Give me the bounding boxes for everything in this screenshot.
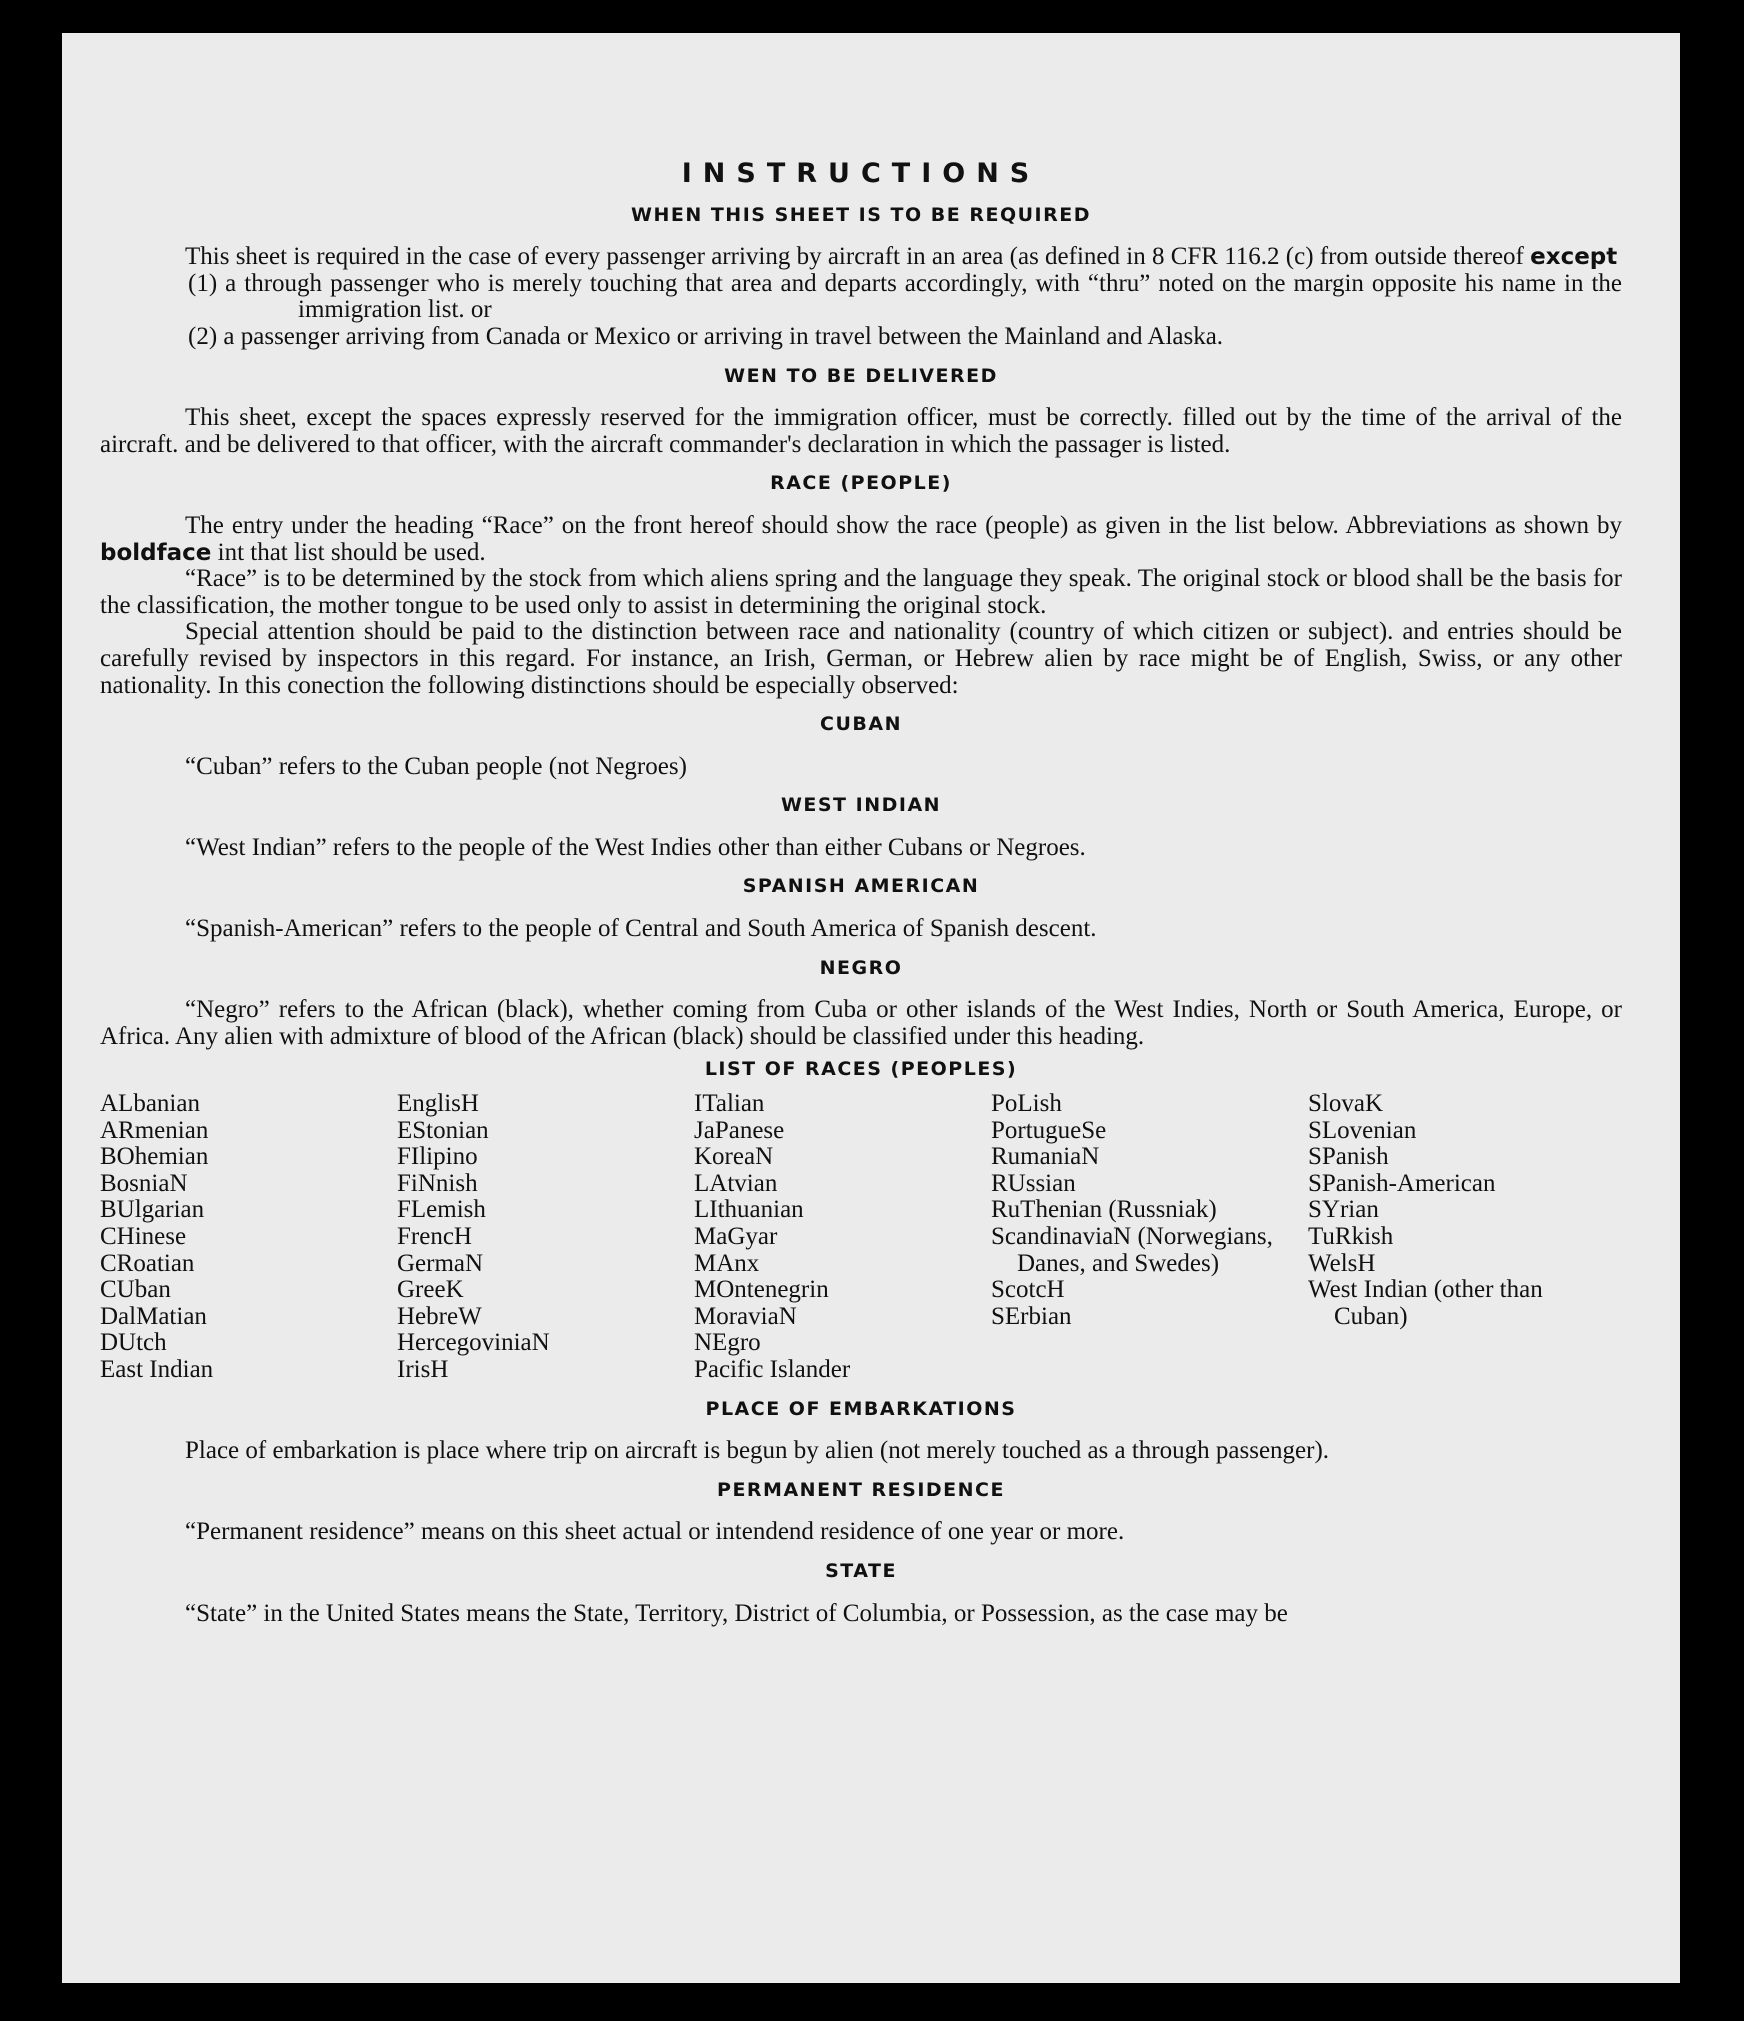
heading-race: RACE (PEOPLE) [770, 472, 952, 495]
paragraph-cuban: “Cuban” refers to the Cuban people (not Negroes) [185, 752, 687, 780]
list-item: RUssian [991, 1169, 1076, 1197]
list-item: Pacific Islander [694, 1355, 851, 1383]
heading-when-delivered: WEN TO BE DELIVERED [724, 364, 998, 387]
list-item: TuRkish [1308, 1223, 1394, 1250]
list-item: MOntenegrin [694, 1276, 829, 1304]
list-item: LIthuanian [694, 1196, 804, 1224]
heading-embarkation: PLACE OF EMBARKATIONS [705, 1397, 1017, 1420]
races-column-1 [100, 1091, 397, 1384]
list-item: RuThenian (Russniak) [991, 1196, 1217, 1224]
list-item: RumaniaN [991, 1143, 1100, 1171]
paragraph-when-delivered: This sheet, except the spaces expressly reserved for the immigration officer, must be correctly. filled out by the time of the arrival of the aircraft. and be delivered to that officer, with the aircraft commander's declaration in which the passager is listed. [100, 404, 1622, 458]
list-item: BUlgarian [100, 1196, 205, 1224]
instructions-content [100, 158, 1622, 1627]
list-item: FIlipino [397, 1143, 478, 1171]
list-item: ARmenian [100, 1116, 209, 1144]
list-item: ITalian [694, 1090, 765, 1118]
list-item: MoraviaN [694, 1302, 797, 1330]
list-item: GermaN [397, 1249, 484, 1277]
list-item-exception-1: (1) a through passenger who is merely touching that area and departs accordingly, with “thru” noted on the margin opposite his name in the immigration list. or [188, 269, 1622, 324]
list-item: MAnx [694, 1249, 760, 1277]
list-item: West Indian (other than Cuban) [1308, 1276, 1543, 1330]
document-sheet [62, 33, 1680, 1983]
list-item: HercegoviniaN [397, 1329, 550, 1357]
list-item: DUtch [100, 1329, 167, 1357]
list-item: CUban [100, 1276, 171, 1304]
except-bold: except [1530, 244, 1618, 271]
list-item: SLovenian [1308, 1116, 1417, 1144]
races-column-4 [991, 1091, 1308, 1384]
races-list [100, 1091, 1622, 1384]
list-item: East Indian [100, 1355, 214, 1383]
paragraph-race-1 [100, 513, 1622, 566]
list-item: EnglisH [397, 1090, 479, 1118]
paragraph-state: “State” in the United States means the State, Territory, District of Columbia, or Possession, as the case may be [185, 1599, 1288, 1627]
list-item: LAtvian [694, 1169, 778, 1197]
list-item: SYrian [1308, 1196, 1379, 1224]
list-item: PortugueSe [991, 1116, 1107, 1144]
list-item: FiNnish [397, 1169, 478, 1197]
page-title: INSTRUCTIONS [681, 158, 1041, 189]
races-column-3 [694, 1091, 991, 1384]
list-item: IrisH [397, 1355, 449, 1383]
paragraph-permanent-residence: “Permanent residence” means on this sheet actual or intendend residence of one year or more. [185, 1518, 1125, 1546]
when-required-intro: This sheet is required in the case of every passenger arriving by aircraft in an area (as defined in 8 CFR 116.2 (c) from outside thereof [185, 243, 1524, 271]
list-item: GreeK [397, 1276, 464, 1304]
list-item: MaGyar [694, 1223, 778, 1250]
heading-spanish-american: SPANISH AMERICAN [742, 875, 980, 898]
heading-when-required: WHEN THIS SHEET IS TO BE REQUIRED [630, 203, 1091, 226]
races-column-5 [1308, 1091, 1568, 1384]
list-item: CRoatian [100, 1249, 195, 1277]
paragraph-embarkation: Place of embarkation is place where trip on aircraft is begun by alien (not merely touched as a through passenger). [185, 1437, 1330, 1465]
list-item: FrencH [397, 1223, 472, 1250]
paragraph-west-indian: “West Indian” refers to the people of the West Indies other than either Cubans or Negroes. [185, 833, 1086, 861]
list-item: PoLish [991, 1090, 1062, 1118]
heading-west-indian: WEST INDIAN [780, 794, 942, 817]
heading-cuban: CUBAN [820, 713, 902, 736]
paragraph-spanish-american: “Spanish-American” refers to the people of Central and South America of Spanish descent. [185, 915, 1097, 943]
heading-negro: NEGRO [819, 956, 903, 979]
heading-state: STATE [825, 1559, 897, 1582]
list-item: KoreaN [694, 1143, 774, 1171]
list-item: FLemish [397, 1196, 486, 1224]
list-item: BOhemian [100, 1143, 209, 1171]
list-item: SPanish-American [1308, 1169, 1496, 1197]
race-p1-a: The entry under the heading “Race” on the front hereof should show the race (people) as given in the list below. Abbreviations as shown by [185, 511, 1622, 539]
list-item: ALbanian [100, 1090, 200, 1118]
list-item: WelsH [1308, 1249, 1376, 1277]
list-item: JaPanese [694, 1116, 785, 1144]
paragraph-negro: “Negro” refers to the African (black), whether coming from Cuba or other islands of the West Indies, North or South America, Europe, or Africa. Any alien with admixture of blood of the African (black) should be classified under this heading. [100, 996, 1622, 1050]
list-item: DalMatian [100, 1302, 207, 1330]
list-item: SlovaK [1308, 1090, 1383, 1118]
list-item: SPanish [1308, 1143, 1389, 1171]
list-item: CHinese [100, 1223, 187, 1250]
heading-permanent-residence: PERMANENT RESIDENCE [717, 1478, 1005, 1501]
paragraph-race-3: Special attention should be paid to the distinction between race and nationality (country of which citizen or subject). and entries should be carefully revised by inspectors in this regard. For instance, an Irish, German, or Hebrew alien by race might be of English, Swiss, or any other nationality. In this conection the following distinctions should be especially observed: [100, 618, 1622, 699]
race-p1-b: int that list should be used. [217, 538, 486, 566]
races-column-2 [397, 1091, 694, 1384]
list-item: EStonian [397, 1116, 489, 1144]
paragraph-race-2: “Race” is to be determined by the stock from which aliens spring and the language they speak. The original stock or blood shall be the basis for the classification, the mother tongue to be used only to assist in determining the original stock. [100, 565, 1622, 619]
boldface-word: boldface [100, 539, 212, 566]
list-item: HebreW [397, 1302, 482, 1330]
list-item: NEgro [694, 1329, 761, 1357]
paragraph-when-required [100, 244, 1622, 271]
list-item: SErbian [991, 1302, 1072, 1330]
list-item: ScandinaviaN (Norwegians, Danes, and Swedes) [991, 1223, 1273, 1277]
heading-list-of-races: LIST OF RACES (PEOPLES) [704, 1058, 1018, 1081]
list-item-exception-2: (2) a passenger arriving from Canada or Mexico or arriving in travel between the Mainland and Alaska. [188, 322, 1224, 350]
list-item: ScotcH [991, 1276, 1065, 1304]
list-item: BosniaN [100, 1169, 188, 1197]
